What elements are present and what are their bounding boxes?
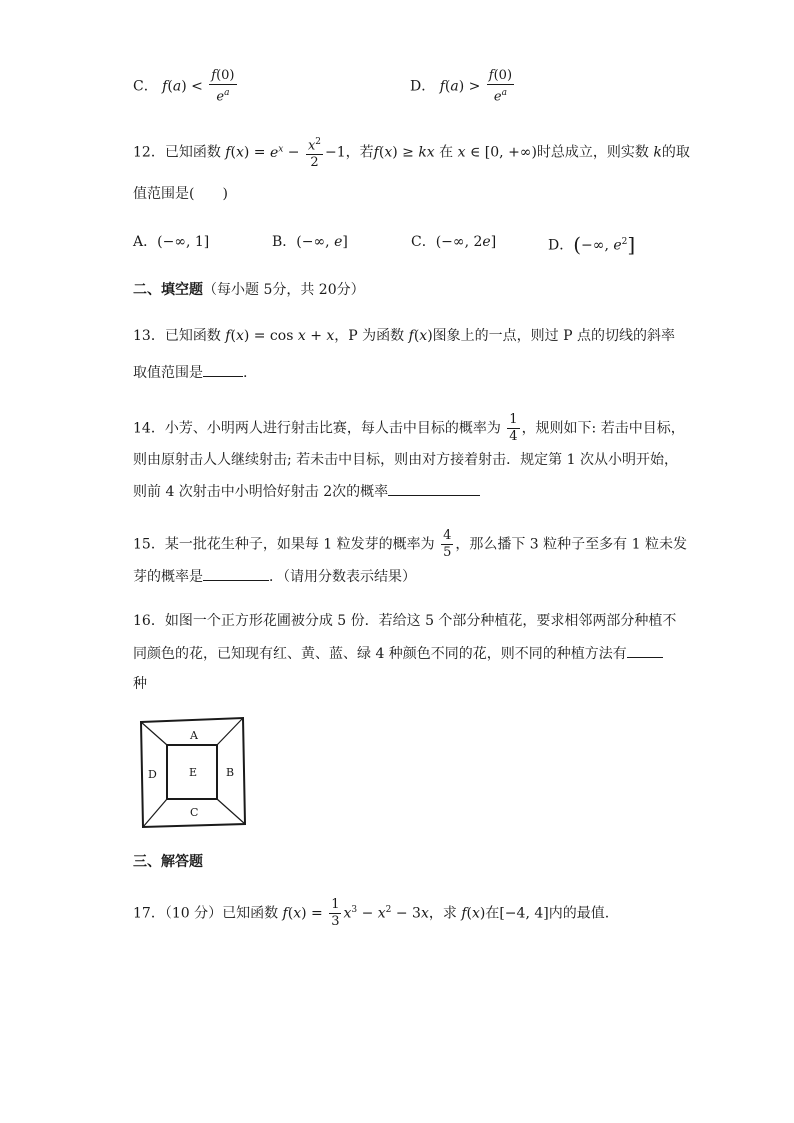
q15-fraction: $\frac{4}{5}$	[443, 528, 452, 560]
section-2-note: （每小题 5分，共 20分）	[203, 282, 365, 298]
q12-b-label: B．	[272, 234, 297, 250]
q13-line-1: 13．已知函数 f(x) = cos x + x，P 为函数 f(x)图象上的一点，则过 P 点的切线的斜率	[133, 328, 675, 344]
q12-options	[133, 232, 209, 252]
section-2-title: 二、填空题	[133, 282, 203, 298]
corner-line-br	[217, 799, 245, 824]
q11-d-label: D．	[410, 78, 436, 95]
q14-line-2: 则由原射击人人继续射击; 若未击中目标，则由对方接着射击．规定第 1 次从小明开始，	[133, 452, 678, 468]
q13-tail: 图象上的一点，则过 P 点的切线的斜率	[432, 328, 675, 344]
q12-tail3: 的取	[661, 144, 690, 161]
q15-line-1b: ，那么播下 3 粒种子至多有 1 粒未发	[455, 536, 687, 553]
q14-line-1	[133, 412, 685, 445]
q17-num: 17．（10 分）已知函数	[133, 905, 279, 922]
q12-fraction: $\frac{x^2}{2}$	[306, 134, 323, 171]
q12-line-1: 12．已知函数 $f(x) = e^x$ − $\frac{x^2}{2}$ −1，若f(x) ≥ kx 在 x ∈ [0, +∞)时总成立，则实数 k的取	[133, 134, 690, 171]
q12-option-d: D．(−∞, $e^2$]	[548, 232, 636, 257]
q12-option-c: C．(−∞, 2e]	[411, 234, 497, 250]
q16-line-3: 种	[133, 676, 147, 692]
corner-line-tr	[217, 718, 243, 745]
q13-num: 13．已知函数	[133, 328, 221, 344]
q17-tail: 在	[485, 905, 500, 922]
q11-d-fraction: $\frac{f(0)}{e^a}$	[488, 68, 513, 105]
q12-mid: ，若	[345, 144, 374, 161]
q17-mid: ，求	[428, 905, 457, 922]
corner-line-bl	[143, 799, 167, 827]
q11-c-fraction: $\frac{f(0)}{e^a}$	[211, 68, 235, 105]
q14-line-1b: ，规则如下: 若击中目标，	[521, 420, 685, 437]
section-2-heading	[133, 280, 365, 300]
q12-option-b: B．(−∞, e]	[272, 234, 348, 250]
region-a-label: A	[190, 729, 198, 742]
region-e-label: E	[189, 766, 198, 779]
region-d-label: D	[148, 768, 157, 781]
q17-fraction: $\frac{1}{3}$	[331, 897, 340, 929]
q11-c-expr: f	[162, 78, 168, 95]
q12-option-a: A．(−∞, 1]	[133, 234, 210, 250]
q12-tail2: 时总成立，则实数	[536, 144, 649, 161]
region-b-label: B	[226, 766, 235, 779]
q15-line-2a: 芽的概率是	[133, 569, 203, 585]
q15-line-1a: 15．某一批花生种子，如果每 1 粒发芽的概率为	[133, 536, 435, 553]
q16-line-1: 16．如图一个正方形花圃被分成 5 份．若给这 5 个部分种植花，要求相邻两部分种植不	[133, 613, 677, 629]
q12-c-label: C．	[411, 234, 436, 250]
q15-line-2b: ．（请用分数表示结果）	[269, 569, 416, 585]
q14-line-3	[133, 481, 480, 502]
q12-num: 12．已知函数	[133, 144, 221, 161]
q12-tail: 在	[439, 144, 454, 161]
q15-answer-blank	[203, 566, 269, 581]
q14-answer-blank	[388, 481, 480, 496]
q11-option-d: D． f(a) > $\frac{f(0)}{e^a}$	[410, 68, 513, 105]
section-3-heading: 三、解答题	[133, 854, 203, 870]
q13-mid: ，P 为函数	[334, 328, 405, 344]
q15-line-1	[133, 528, 687, 561]
q13-answer-blank	[203, 362, 243, 377]
q14-fraction: $\frac{1}{4}$	[509, 412, 518, 444]
q11-d-expr: f	[439, 78, 445, 95]
region-c-label: C	[190, 806, 199, 819]
q12-func: f	[225, 144, 231, 161]
q15-line-2	[133, 566, 416, 587]
q11-c-label: C．	[133, 78, 158, 95]
corner-line-tl	[141, 722, 167, 745]
q13-line-2-text: 取值范围是	[133, 365, 203, 381]
q12-d-label: D．	[548, 237, 574, 254]
q12-line-2: 值范围是( )	[133, 186, 228, 202]
q17-tail2: 内的最值.	[548, 905, 610, 922]
q16-answer-blank	[627, 643, 663, 658]
q17-line-1: 17．（10 分）已知函数 f(x) = $\frac{1}{3}$ $x^3 - x^2 - 3x$，求 f(x)在[−4, 4]内的最值.	[133, 897, 610, 929]
q14-line-1a: 14．小芳、小明两人进行射击比赛，每人击中目标的概率为	[133, 420, 501, 437]
q11-option-c: C． f(a) < $\frac{f(0)}{e^a}$	[133, 68, 235, 105]
q13-line-2: 取值范围是 .	[133, 362, 247, 383]
q16-line-2	[133, 643, 663, 664]
q16-line-2-text: 同颜色的花，已知现有红、黄、蓝、绿 4 种颜色不同的花，则不同的种植方法有	[133, 646, 627, 662]
garden-diagram	[139, 716, 247, 830]
q14-line-3-text: 则前 4 次射击中小明恰好射击 2次的概率	[133, 484, 389, 500]
